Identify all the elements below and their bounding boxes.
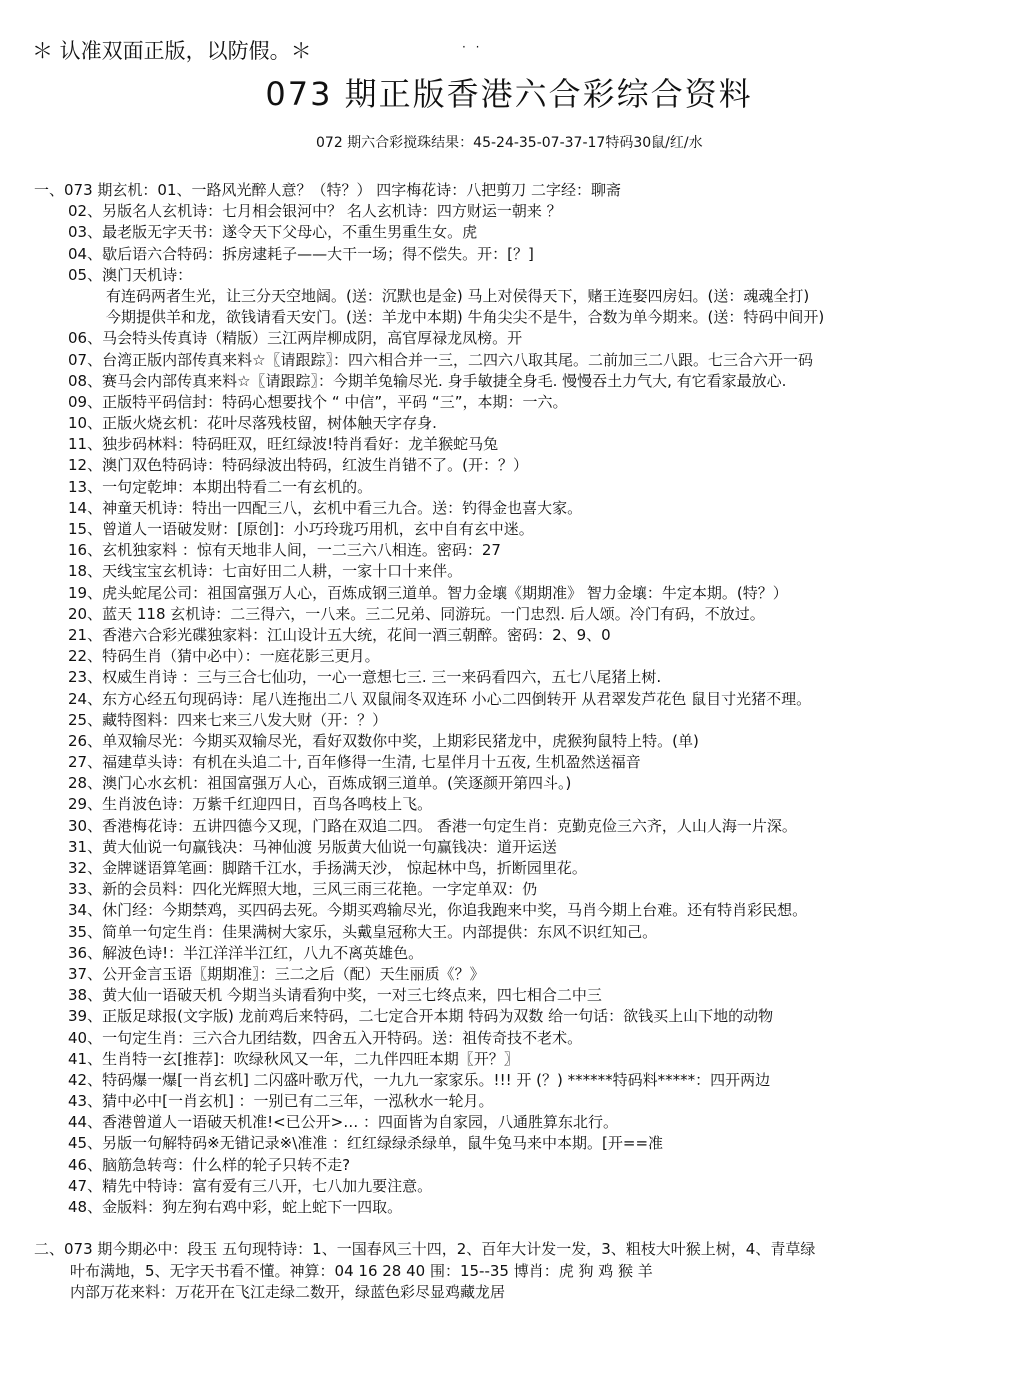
list-item: 48、金版料：狗左狗右鸡中彩，蛇上蛇下一四取。 [68,1198,403,1216]
list-item: 32、金牌谜语算笔画：脚踏千江水，手扬满天沙， 惊起林中鸟，折断园里花。 [68,859,587,877]
list-item: 44、香港曾道人一语破天机准!<已公开>… ：四面皆为自家园，八通胜算东北行。 [68,1113,619,1132]
list-item: 45、另版一句解特码※无错记录※\准准 ：红红绿绿杀绿单，鼠牛兔马来中本期。[开==准 [68,1134,664,1153]
list-item: 13、一句定乾坤：本期出特看二一有玄机的。 [68,477,373,496]
section-two-line: 内部万花来料：万花开在飞江走绿二数开，绿蓝色彩尽显鸡藏龙居 [70,1282,506,1301]
list-item: 46、脑筋急转弯：什么样的轮子只转不走? [68,1155,351,1174]
list-item: 07、台湾正版内部传真来料☆〖请跟踪〗：四六相合并一三，二四六八取其尾。二前加三二八跟。七三合六开一码 [68,350,814,369]
list-item: 28、澳门心水玄机：祖国富强万人心，百炼成钢三道单。(笑逐颜开第四斗。) [68,774,572,793]
list-item: 25、藏特图料：四来七来三八发大财（开：？） [68,710,388,729]
list-item: 今期提供羊和龙，欲钱请看天安门。(送：羊龙中本期) 牛角尖尖不是牛，合数为单今期来。(送：特码中间开) [106,308,825,327]
list-item: 38、黄大仙一语破天机 今期当头请看狗中奖，一对三七终点来，四七相合二中三 [68,986,602,1005]
page-title: 073 期正版香港六合彩综合资料 [265,75,753,113]
list-item: 31、黄大仙说一句赢钱决：马神仙渡 另版黄大仙说一句赢钱决：道开运送 [68,837,557,856]
list-item: 27、福建草头诗：有机在头追二十, 百年修得一生清, 七星伴月十五夜, 生机盈然送福音 [68,753,641,772]
list-item: 21、香港六合彩光碟独家料：江山设计五大统，花间一酒三朝醉。密码：2、9、0 [68,625,611,644]
list-item: 有连码两者生光，让三分天空地阔。(送：沉默也是金) 马上对侯得天下，赌王连娶四房妇。(送：魂魂全打) [106,286,810,305]
list-item: 04、歇后语六合特码：拆房逮耗子——大干一场；得不偿失。开：[？] [68,244,534,263]
list-item: 06、马会特头传真诗（精版）三江两岸柳成阴，高官厚禄龙凤榜。开 [68,329,523,348]
list-item: 36、解波色诗!：半江洋洋半江红，八九不离英雄色。 [68,943,424,962]
list-item: 29、生肖波色诗：万紫千红迎四日，百鸟各鸣枝上飞。 [68,795,433,814]
list-item: 22、特码生肖（猜中必中）：一庭花影三更月。 [68,647,380,666]
list-item: 11、独步码林料：特码旺双，旺红绿波!特肖看好：龙羊猴蛇马兔 [68,435,499,454]
decorative-dots: · · [462,40,483,54]
list-item: 15、曾道人一语破发财：[原创]：小巧玲珑巧用机，玄中自有玄中迷。 [68,520,534,538]
content-list [34,180,994,1303]
list-item: 40、一句定生肖：三六合九团结数，四舍五入开特码。送：祖传奇技不老术。 [68,1028,583,1047]
list-item: 23、权威生肖诗 ：三与三合七仙功，一心一意想七三. 三一来码看四六，五七八尾猪上树. [68,668,662,687]
list-item: 37、公开金言玉语〖期期准〗：三二之后（配）天生丽质《？》 [68,964,485,983]
section-two-line: 二、073 期今期必中：段玉 五句现特诗：1、一国春风三十四，2、百年大计发一发，3、粗枝大叶猴上树，4、青草绿 [34,1240,816,1259]
list-item: 41、生肖特一玄[推荐]：吹绿秋风又一年，二九伴四旺本期〖开？〗 [68,1049,519,1068]
list-item: 14、神童天机诗：特出一四配三八，玄机中看三九合。送：钓得金也喜大家。 [68,498,583,517]
anti-counterfeit-notice: ＊ 认准双面正版，以防假。＊ [32,39,312,63]
list-item: 05、澳门天机诗： [68,265,193,284]
list-item [34,1218,994,1239]
list-item: 47、精先中特诗：富有爱有三八开，七八加九要注意。 [68,1176,433,1195]
section-two-line: 叶布满地，5、无字天书看不懂。神算：04 16 28 40 围：15--35 博肖：虎 狗 鸡 猴 羊 [70,1261,653,1280]
list-item: 18、天线宝宝玄机诗：七亩好田二人耕，一家十口十来伴。 [68,562,463,581]
list-item: 24、东方心经五句现码诗：尾八连拖出二八 双鼠闹冬双连环 小心二四倒转开 从君翠发芦花色 鼠目寸光猪不理。 [68,689,812,708]
list-item: 03、最老版无字天书：遂令天下父母心，不重生男重生女。虎 [68,223,478,242]
list-item: 16、玄机独家料 ：惊有天地非人间，一二三六八相连。密码：27 [68,541,501,560]
section-two [34,1239,994,1303]
list-item: 19、虎头蛇尾公司：祖国富强万人心，百炼成钢三道单。智力金壤《期期准》 智力金壤：牛定本期。(特？） [68,583,788,602]
draw-result: 072 期六合彩搅珠结果：45-24-35-07-37-17特码30鼠/红/水 [316,135,703,151]
list-item: 10、正版火烧玄机：花叶尽落残枝留，树体触天字存身. [68,414,437,433]
list-item: 02、另版名人玄机诗：七月相会银河中？ 名人玄机诗：四方财运一朝来 ？ [68,202,562,221]
list-item: 30、香港梅花诗：五讲四德今又现，门路在双追二四。 香港一句定生肖：克勤克俭三六齐，人山人海一片深。 [68,816,797,835]
list-item: 20、蓝天 118 玄机诗：二三得六，一八来。三二兄弟、同游玩。一门忠烈. 后人颂。冷门有码，不放过。 [68,604,765,623]
list-item: 39、正版足球报(文字版) 龙前鸡后来特码，二七定合开本期 特码为双数 给一句话：欲钱买上山下地的动物 [68,1007,774,1026]
list-item: 一、073 期玄机：01、一路风光醉人意？（特？） 四字梅花诗：八把剪刀 二字经：聊斋 [34,181,622,199]
list-item: 43、猜中必中[一肖玄机] ：一别已有二三年，一泓秋水一轮月。 [68,1092,494,1111]
list-item: 09、正版特平码信封：特码心想要找个 “ 中信”，平码 “三”，本期：一六。 [68,392,568,411]
list-item: 08、赛马会内部传真来料☆〖请跟踪〗：今期羊兔输尽光. 身手敏捷全身毛. 慢慢吞土力气大, 有它看家最放心. [68,371,787,390]
list-item: 33、新的会员料：四化光辉照大地，三风三雨三花艳。一字定单双：仍 [68,880,538,899]
list-item: 26、单双输尽光：今期买双输尽光，看好双数你中奖，上期彩民猪龙中，虎猴狗鼠特上特。(单) [68,731,699,750]
list-item: 34、休门经：今期禁鸡，买四码去死。今期买鸡输尽光，你追我跑来中奖，马肖今期上台难。还有特肖彩民想。 [68,901,808,920]
list-item: 12、澳门双色特码诗：特码绿波出特码，红波生肖错不了。(开：？） [68,456,528,475]
list-item: 42、特码爆一爆[一肖玄机] 二闪盛叶歌万代，一九九一家家乐。!!! 开 (？) ******特码料*****：四开两边 [68,1070,771,1089]
list-item: 35、简单一句定生肖：佳果满树大家乐，头戴皇冠称大王。内部提供：东风不识红知己。 [68,922,658,941]
